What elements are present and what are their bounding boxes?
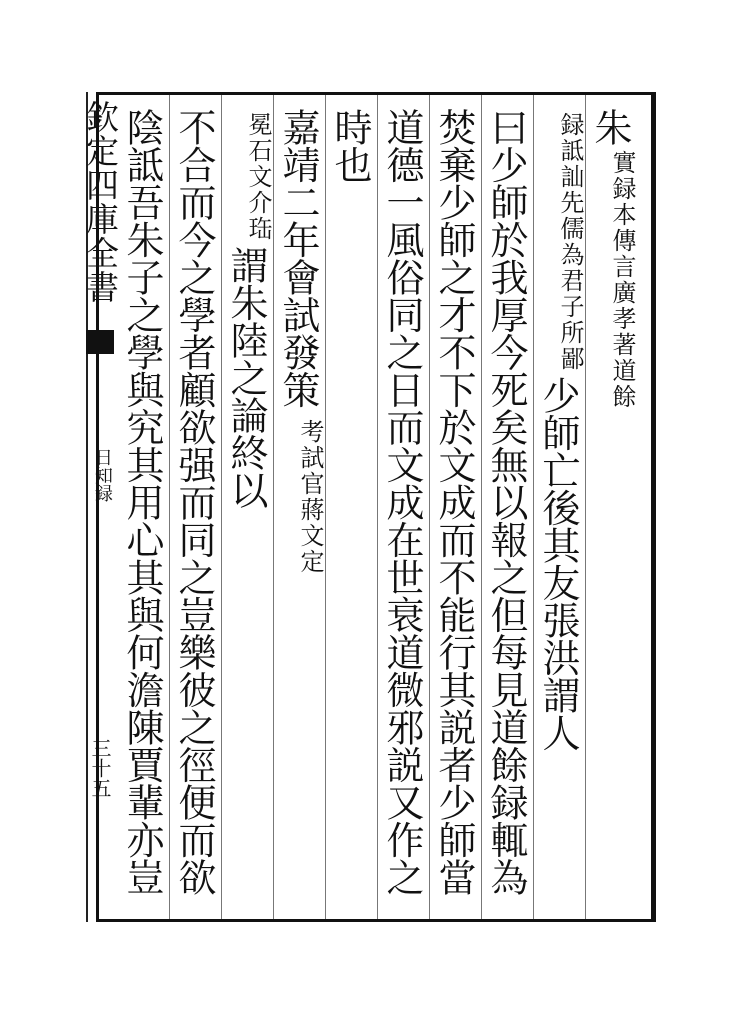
column-rule: [273, 95, 274, 919]
book-title: 日知録: [91, 448, 113, 502]
column-rule: [585, 95, 586, 919]
main-text: 不合而今之學者顧欲强而同之豈樂彼之徑便而欲: [172, 108, 216, 896]
annotation-text: 冕石文介珤: [244, 112, 272, 242]
annotation-text: 考試官蔣文定: [296, 419, 324, 576]
column-rule: [325, 95, 326, 919]
main-text: 謂朱陸之論終以: [224, 246, 268, 509]
page-number: 三十五: [88, 738, 112, 798]
main-text: 嘉靖二年會試發策: [276, 108, 320, 408]
main-text: 朱: [588, 108, 632, 146]
column-rule: [429, 95, 430, 919]
main-text: 陰詆吾朱子之學與究其用心其與何澹陳賈輩亦豈: [120, 108, 164, 896]
annotation-text: 實録本傳言廣孝著道餘: [608, 150, 636, 411]
main-text: 道德一風俗同之日而文成在世衰道微邪説又作之: [380, 108, 424, 896]
main-text: 焚棄少師之才不下於文成而不能行其説者少師當: [432, 108, 476, 896]
fishtail-mark: [86, 330, 114, 354]
column-rule: [169, 95, 170, 919]
column-rule: [481, 95, 482, 919]
annotation-text: 録詆訕先儒為君子所鄙: [556, 112, 584, 372]
main-text: 少師亡後其友張洪謂人: [536, 376, 580, 751]
main-text: 時也: [328, 108, 372, 183]
main-text: 曰少師於我厚今死矣無以報之但每見道餘録輒為: [484, 108, 528, 896]
column-rule: [533, 95, 534, 919]
column-rule: [377, 95, 378, 919]
column-rule: [221, 95, 222, 919]
library-title: 欽定四庫全書: [81, 100, 120, 304]
